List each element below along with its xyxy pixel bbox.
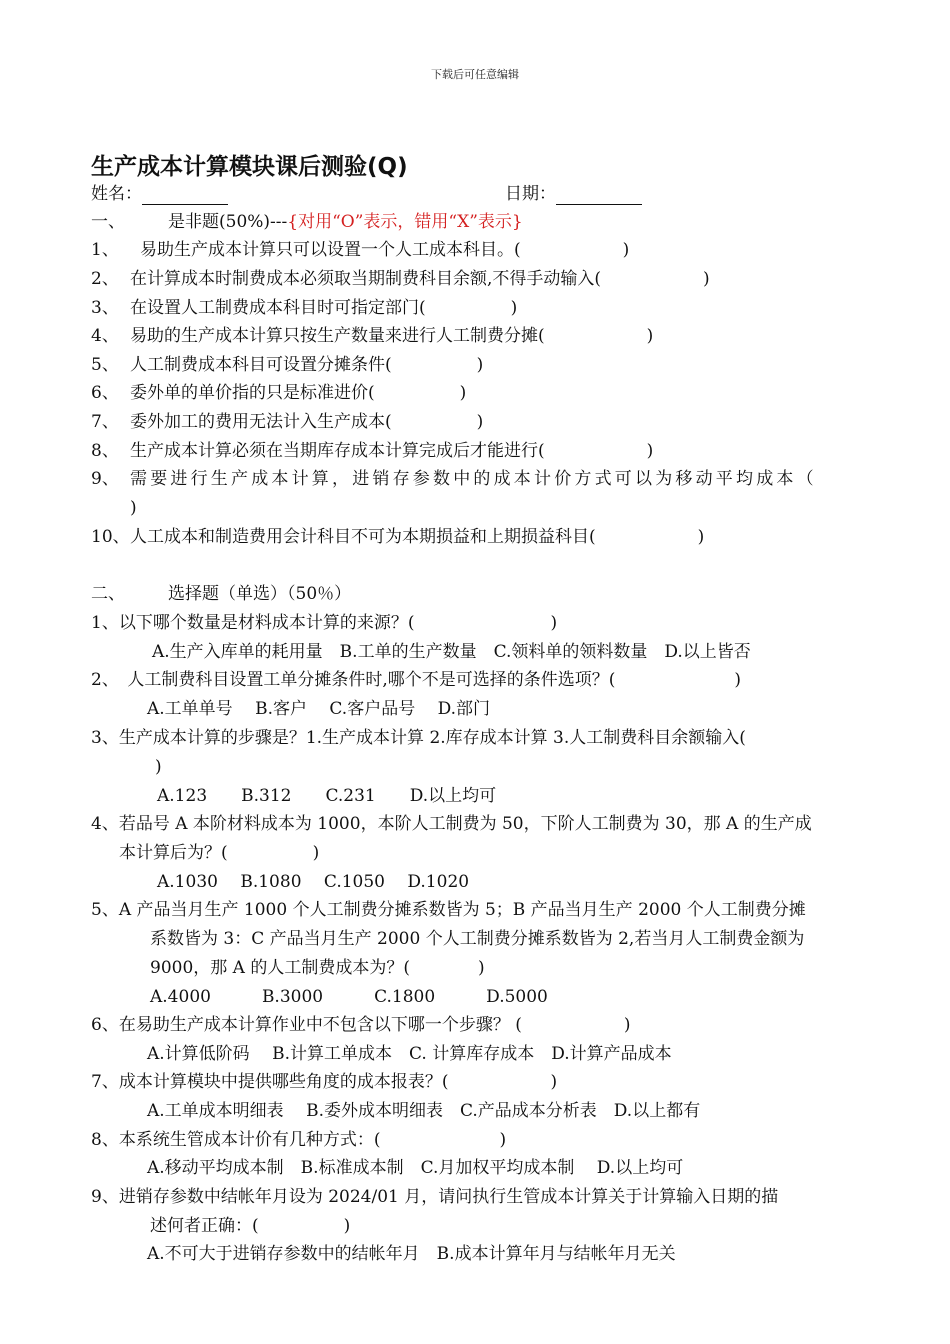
date-field-row (505, 183, 642, 205)
mc-options-3: A.123 B.312 C.231 D.以上均可 (157, 786, 497, 806)
mc-question-6: 6、在易助生产成本计算作业中不包含以下哪一个步骤？ ( ) (91, 1015, 631, 1035)
tf-text-10: 人工成本和制造费用会计科目不可为本期损益和上期损益科目( ) (130, 527, 705, 547)
mc-options-5: A.4000 B.3000 C.1800 D.5000 (150, 987, 548, 1007)
date-blank[interactable] (556, 187, 642, 205)
page-title: 生产成本计算模块课后测验(Q) (91, 154, 408, 180)
tf-text-1: 易助生产成本计算只可以设置一个人工成本科目。( ) (140, 240, 630, 260)
tf-text-9: 需要进行生产成本计算，进销存参数中的成本计价方式可以为移动平均成本（ (130, 469, 817, 489)
tf-text-4: 易助的生产成本计算只按生产数量来进行人工制费分摊( ) (130, 326, 654, 346)
tf-num-1: 1、 (91, 240, 119, 260)
mc-options-7: A.工单成本明细表 B.委外成本明细表 C.产品成本分析表 D.以上都有 (147, 1101, 701, 1121)
tf-num-10: 10、 (91, 527, 130, 547)
mc-question-3: 3、生产成本计算的步骤是？1.生产成本计算 2.库存成本计算 3.人工制费科目余额输入( (91, 728, 746, 748)
mc-question-9: 9、进销存参数中结帐年月设为 2024/01 月，请问执行生管成本计算关于计算输入日期的描 (91, 1187, 779, 1207)
mc-options-9: A.不可大于进销存参数中的结帐年月 B.成本计算年月与结帐年月无关 (147, 1244, 676, 1264)
section1-number: 一、 (91, 212, 125, 232)
mc-options-1: A.生产入库单的耗用量 B.工单的生产数量 C.领料单的领料数量 D.以上皆否 (152, 642, 751, 662)
header-note: 下载后可任意编辑 (431, 68, 519, 81)
tf-num-7: 7、 (91, 412, 119, 432)
section2-number: 二、 (91, 584, 125, 604)
section1-label: 是非题(50%)--- (168, 212, 288, 232)
name-field-row (91, 183, 228, 205)
tf-text-5: 人工制费成本科目可设置分摊条件( ) (130, 355, 484, 375)
section1-note: {对用“O”表示，错用“X”表示} (287, 212, 523, 232)
tf-num-5: 5、 (91, 355, 119, 375)
mc-question-3-cont: ) (155, 757, 162, 777)
tf-num-3: 3、 (91, 298, 119, 318)
tf-num-9: 9、 (91, 469, 119, 489)
section2-label: 选择题（单选）（50％） (168, 584, 352, 604)
tf-num-8: 8、 (91, 441, 119, 461)
tf-text-7: 委外加工的费用无法计入生产成本( ) (130, 412, 484, 432)
mc-question-5: 5、A 产品当月生产 1000 个人工制费分摊系数皆为 5；B 产品当月生产 2000 个人工制费分摊 (91, 900, 806, 920)
mc-options-6: A.计算低阶码 B.计算工单成本 C. 计算库存成本 D.计算产品成本 (147, 1044, 672, 1064)
date-label: 日期： (505, 184, 556, 204)
tf-text-2: 在计算成本时制费成本必须取当期制费科目余额,不得手动输入( ) (130, 269, 710, 289)
mc-question-5-cont: 系数皆为 3：C 产品当月生产 2000 个人工制费分摊系数皆为 2,若当月人工制费金额为 (150, 929, 805, 949)
tf-num-4: 4、 (91, 326, 119, 346)
tf-text-3: 在设置人工制费成本科目时可指定部门( ) (130, 298, 518, 318)
tf-num-6: 6、 (91, 383, 119, 403)
name-blank[interactable] (142, 187, 228, 205)
mc-question-8: 8、本系统生管成本计价有几种方式：( ) (91, 1130, 507, 1150)
tf-text-9-cont: ) (130, 498, 137, 518)
mc-question-2: 2、 人工制费科目设置工单分摊条件时,哪个不是可选择的条件选项？( ) (91, 670, 741, 690)
section1-heading (168, 211, 523, 233)
mc-question-5-cont2: 9000，那 A 的人工制费成本为？( ) (150, 958, 485, 978)
mc-options-2: A.工单单号 B.客户 C.客户品号 D.部门 (147, 699, 491, 719)
mc-question-4: 4、若品号 A 本阶材料成本为 1000，本阶人工制费为 50，下阶人工制费为 30，那 A 的生产成 (91, 814, 812, 834)
tf-text-6: 委外单的单价指的只是标准进价( ) (130, 383, 467, 403)
mc-options-4: A.1030 B.1080 C.1050 D.1020 (157, 872, 470, 892)
tf-num-2: 2、 (91, 269, 119, 289)
mc-question-4-cont: 本计算后为？( ) (119, 843, 320, 863)
mc-question-7: 7、成本计算模块中提供哪些角度的成本报表？( ) (91, 1072, 558, 1092)
mc-question-9-cont: 述何者正确：( ) (150, 1216, 351, 1236)
mc-question-1: 1、以下哪个数量是材料成本计算的来源？( ) (91, 613, 558, 633)
name-label: 姓名： (91, 184, 142, 204)
mc-options-8: A.移动平均成本制 B.标准成本制 C.月加权平均成本制 D.以上均可 (147, 1158, 684, 1178)
tf-text-8: 生产成本计算必须在当期库存成本计算完成后才能进行( ) (130, 441, 654, 461)
